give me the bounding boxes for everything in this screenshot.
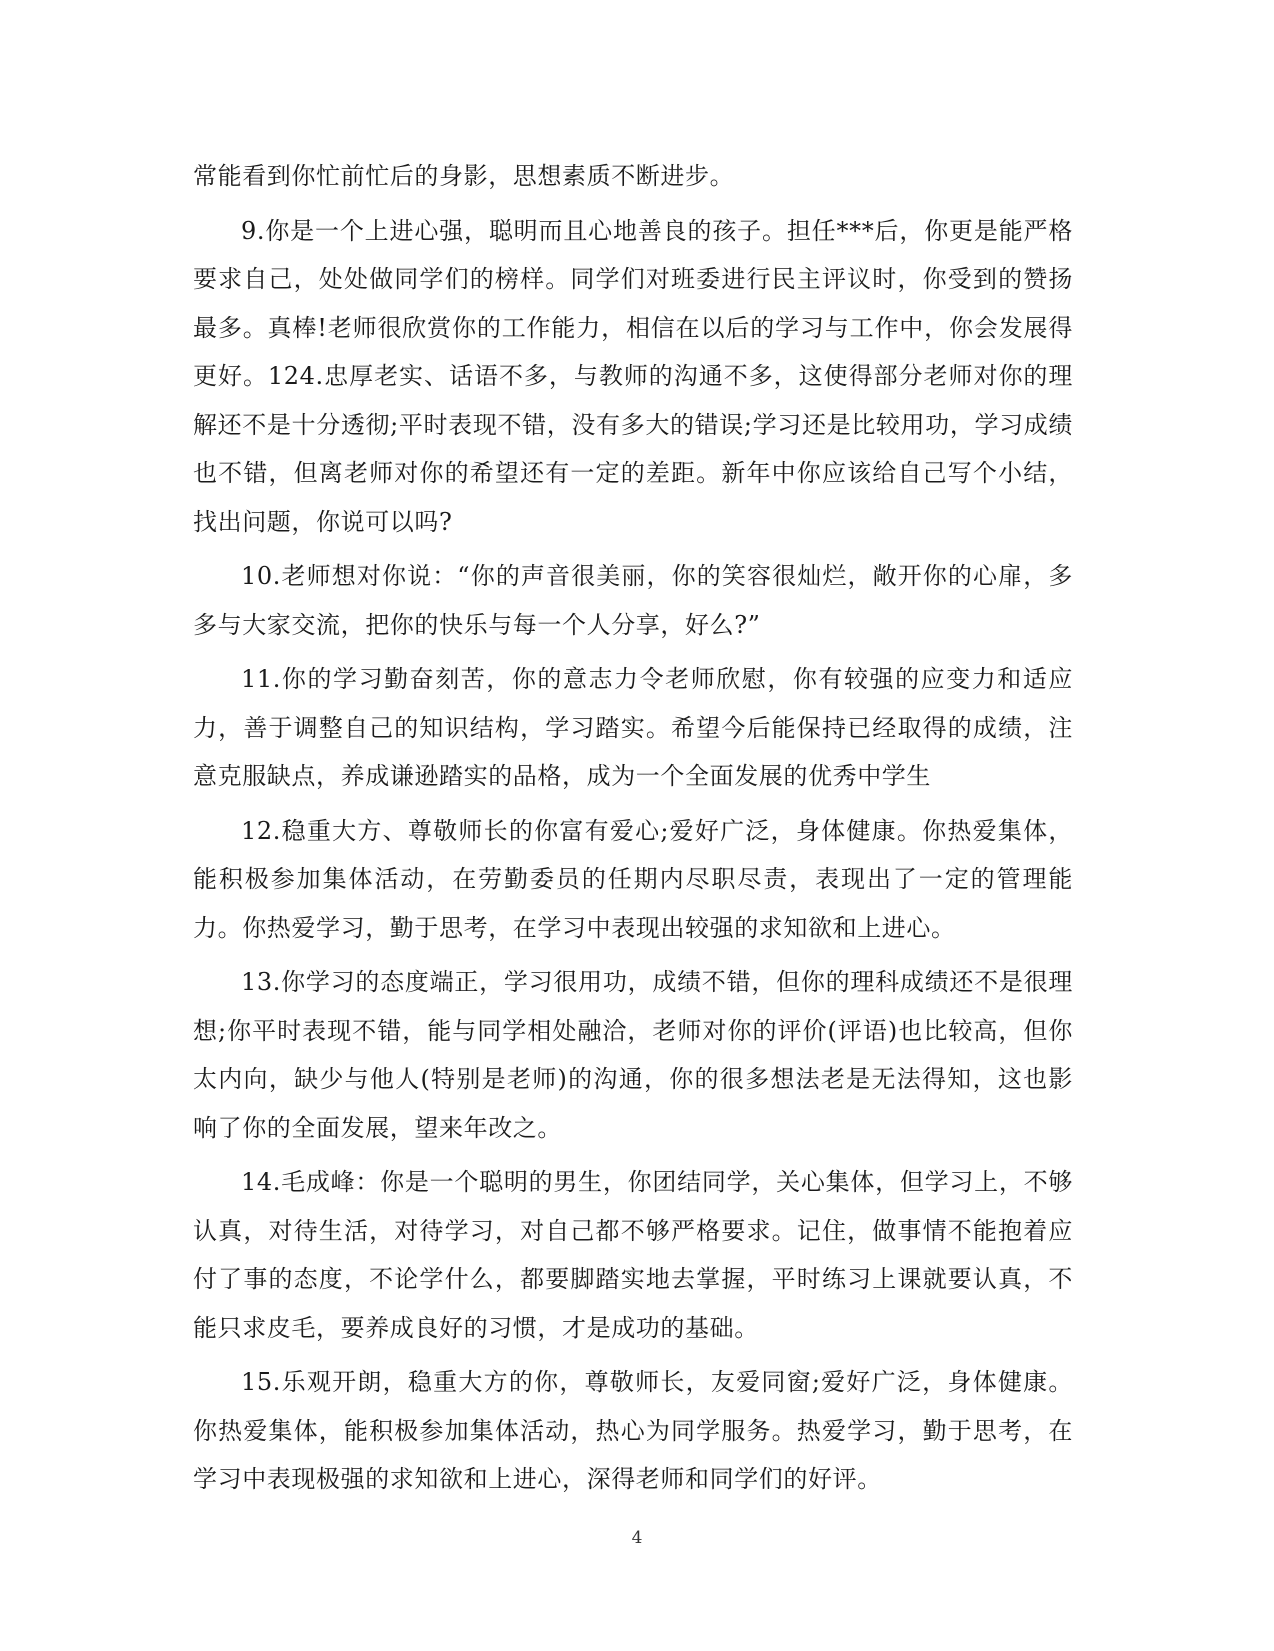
paragraph-item-10: 10.老师想对你说：“你的声音很美丽，你的笑容很灿烂，敞开你的心扉，多多与大家交流，把你的快乐与每一个人分享，好么?” (193, 562, 1073, 639)
paragraph-item-13: 13.你学习的态度端正，学习很用功，成绩不错，但你的理科成绩还不是很理想;你平时表现不错，能与同学相处融洽，老师对你的评价(评语)也比较高，但你太内向，缺少与他人(特别是老师)的沟通，你的很多想法老是无法得知，这也影响了你的全面发展，望来年改之。 (193, 968, 1073, 1142)
document-body (193, 152, 1073, 1510)
paragraph-item-9: 9.你是一个上进心强，聪明而且心地善良的孩子。担任***后，你更是能严格要求自己，处处做同学们的榜样。同学们对班委进行民主评议时，你受到的赞扬最多。真棒!老师很欣赏你的工作能力，相信在以后的学习与工作中，你会发展得更好。124.忠厚老实、话语不多，与教师的沟通不多，这使得部分老师对你的理解还不是十分透彻;平时表现不错，没有多大的错误;学习还是比较用功，学习成绩也不错，但离老师对你的希望还有一定的差距。新年中你应该给自己写个小结，找出问题，你说可以吗? (193, 216, 1073, 536)
paragraph-item-14: 14.毛成峰：你是一个聪明的男生，你团结同学，关心集体，但学习上，不够认真，对待生活，对待学习，对自己都不够严格要求。记住，做事情不能抱着应付了事的态度，不论学什么，都要脚踏实地去掌握，平时练习上课就要认真，不能只求皮毛，要养成良好的习惯，才是成功的基础。 (193, 1168, 1073, 1342)
paragraph-item-12: 12.稳重大方、尊敬师长的你富有爱心;爱好广泛，身体健康。你热爱集体，能积极参加集体活动，在劳勤委员的任期内尽职尽责，表现出了一定的管理能力。你热爱学习，勤于思考，在学习中表现出较强的求知欲和上进心。 (193, 816, 1073, 942)
paragraph-item-15: 15.乐观开朗，稳重大方的你，尊敬师长，友爱同窗;爱好广泛，身体健康。你热爱集体，能积极参加集体活动，热心为同学服务。热爱学习，勤于思考，在学习中表现极强的求知欲和上进心，深得老师和同学们的好评。 (193, 1368, 1073, 1493)
paragraph-continuation: 常能看到你忙前忙后的身影，思想素质不断进步。 (193, 162, 735, 190)
paragraph-item-11: 11.你的学习勤奋刻苦，你的意志力令老师欣慰，你有较强的应变力和适应力，善于调整自己的知识结构，学习踏实。希望今后能保持已经取得的成绩，注意克服缺点，养成谦逊踏实的品格，成为一个全面发展的优秀中学生 (193, 665, 1073, 790)
page-number: 4 (631, 1528, 643, 1548)
